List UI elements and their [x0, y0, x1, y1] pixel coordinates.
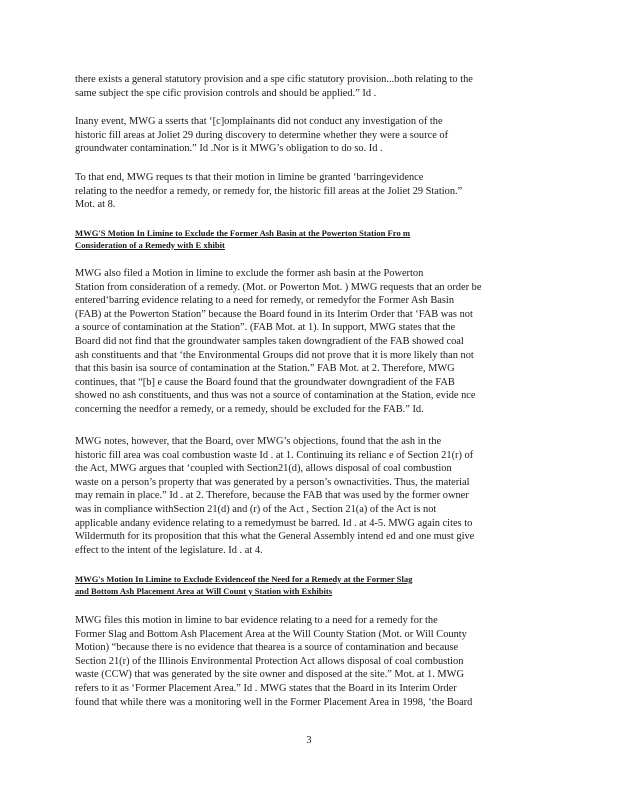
text-line: that this basin isa source of contamination at the Station.” FAB Mot. at 2. Therefore, MWG	[75, 363, 455, 375]
text-line: Wildermuth for its proposition that this what the General Assembly intend ed and one must give	[75, 531, 475, 543]
text-line: ash constituents and that ‘the Environmental Groups did not prove that it is more likely than not	[75, 349, 474, 361]
text-line: groundwater contamination.” Id .Nor is it MWG’s obligation to do so. Id .	[75, 143, 383, 155]
section-heading-powerton	[75, 228, 570, 251]
text-line: Station from consideration of a remedy. (Mot. or Powerton Mot. ) MWG requests that an order be	[75, 281, 482, 293]
heading-line: Consideration of a Remedy with E xhibit	[75, 239, 225, 250]
text-line: entered‘barring evidence relating to a need for remedy, or remedyfor the Former Ash Basin	[75, 295, 455, 307]
paragraph-3	[75, 171, 539, 212]
paragraph-4	[75, 267, 539, 417]
text-line: historic fill areas at Joliet 29 during discovery to determine whether they were a source of	[75, 129, 449, 141]
text-line: effect to the intent of the legislature. Id . at 4.	[75, 544, 263, 556]
paragraph-5	[75, 435, 539, 557]
text-line: concerning the needfor a remedy, or a remedy, should be excluded for the FAB.” Id.	[75, 403, 424, 415]
text-line: may remain in place.” Id . at 2. Therefore, because the FAB that was used by the former owner	[75, 490, 469, 502]
text-line: MWG also filed a Motion in limine to exclude the former ash basin at the Powerton	[75, 268, 424, 279]
text-line: historic fill area was coal combustion waste Id . at 1. Continuing its relianc e of Section 21(r) of	[75, 449, 474, 461]
text-line: Mot. at 8.	[75, 199, 116, 211]
text-line: Section 21(r) of the Illinois Environmental Protection Act allows disposal of coal combustion	[75, 655, 464, 667]
heading-line: MWG's Motion In Limine to Exclude Evidenceof the Need for a Remedy at the Former Slag	[75, 574, 413, 584]
text-line: the Act, MWG argues that ‘coupled with Section21(d), allows disposal of coal combustion	[75, 463, 452, 475]
text-line: MWG files this motion in limine to bar evidence relating to a need for a remedy for the	[75, 615, 438, 626]
text-line: waste on a person’s property that was generated by a person’s ownactivities. Thus, the material	[75, 476, 470, 488]
text-line: Former Slag and Bottom Ash Placement Area at the Will County Station (Mot. or Will County	[75, 628, 467, 640]
text-line: continues, that “[b] e cause the Board found that the groundwater downgradient of the FAB	[75, 376, 455, 388]
text-line: found that while there was a monitoring well in the Former Placement Area in 1998, ‘the Board	[75, 696, 473, 708]
paragraph-2	[75, 115, 539, 156]
paragraph-1	[75, 73, 539, 100]
text-line: Motion) “because there is no evidence that thearea is a source of contamination and because	[75, 642, 459, 654]
text-line: Board did not find that the groundwater samples taken downgradient of the FAB showed coal	[75, 335, 464, 347]
text-line: waste (CCW) that was generated by the site owner and disposed at the site.” Mot. at 1. MWG	[75, 669, 464, 681]
text-line: applicable andany evidence relating to a remedymust be barred. Id . at 4-5. MWG again cites to	[75, 517, 473, 529]
text-line: (FAB) at the Powerton Station” because the Board found in its Interim Order that ‘FAB was not	[75, 308, 473, 320]
heading-line: MWG'S Motion In Limine to Exclude the Former Ash Basin at the Powerton Station Fro m	[75, 228, 411, 238]
text-line: To that end, MWG reques ts that their motion in limine be granted ‘barringevidence	[75, 172, 424, 183]
text-line: Inany event, MWG a sserts that ‘[c]omplainants did not conduct any investigation of the	[75, 116, 443, 127]
section-heading-will-county	[75, 574, 570, 597]
text-line: refers to it as ‘Former Placement Area.” Id . MWG states that the Board in its Interim Order	[75, 682, 457, 694]
text-line: relating to the needfor a remedy, or remedy for, the historic fill areas at the Joliet 29 Station.”	[75, 185, 463, 197]
text-line: a source of contamination at the Station”. (FAB Mot. at 1). In support, MWG states that the	[75, 322, 456, 334]
text-line: there exists a general statutory provision and a spe cific statutory provision...both relating to the	[75, 74, 473, 85]
text-line: was in compliance withSection 21(d) and (r) of the Act , Section 21(a) of the Act is not	[75, 503, 437, 515]
text-line: MWG notes, however, that the Board, over MWG’s objections, found that the ash in the	[75, 436, 442, 447]
text-line: same subject the spe cific provision controls and should be applied.” Id .	[75, 87, 377, 99]
page-number: 3	[306, 735, 312, 746]
text-line: showed no ash constituents, and thus was not a source of contamination at the Station, evide nce	[75, 390, 476, 402]
heading-line: and Bottom Ash Placement Area at Will Count y Station with Exhibits	[75, 585, 333, 596]
paragraph-6	[75, 614, 539, 709]
